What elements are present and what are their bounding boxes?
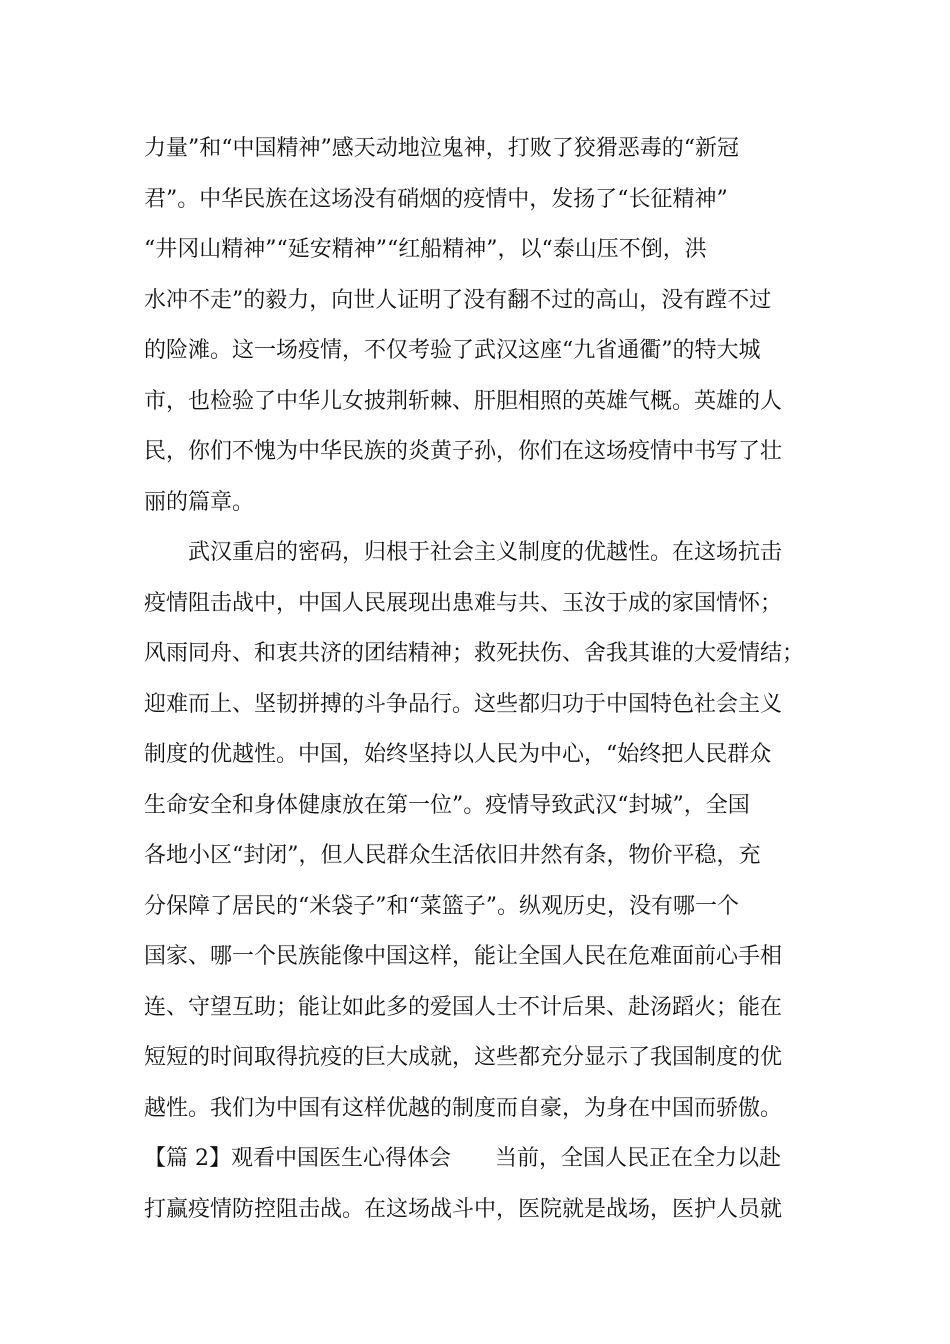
text-line: 水冲不走”的毅力，向世人证明了没有翻不过的高山，没有蹚不过 [144,287,772,313]
text-line: 制度的优越性。中国，始终坚持以人民为中心，“始终把人民群众 [144,742,772,767]
text-line: 市，也检验了中华儿女披荆斩棘、肝胆相照的英雄气概。英雄的人 [144,388,783,414]
text-line: 国家、哪一个民族能像中国这样，能让全国人民在危难面前心手相 [144,944,783,969]
text-line: 【篇 2】观看中国医生心得体会 当前，全国人民正在全力以赴 [144,1146,781,1171]
text-line: 力量”和“中国精神”感天动地泣鬼神，打败了狡猾恶毒的“新冠 [144,136,739,161]
text-line: 各地小区“封闭”，但人民群众生活依旧井然有条，物价平稳，充 [144,843,761,868]
text-line: “井冈山精神”“延安精神”“红船精神”，以“泰山压不倒，洪 [144,237,707,262]
text-line: 生命安全和身体健康放在第一位”。疫情导致武汉“封城”，全国 [144,792,750,818]
text-line: 君”。中华民族在这场没有硝烟的疫情中，发扬了“长征精神” [144,186,728,212]
text-line: 民，你们不愧为中华民族的炎黄子孙，你们在这场疫情中书写了壮 [144,439,783,464]
text-line: 分保障了居民的“米袋子”和“菜篮子”。纵观历史，没有哪一个 [144,893,739,919]
text-line: 短短的时间取得抗疫的巨大成就，这些都充分显示了我国制度的优 [144,1045,783,1070]
text-line: 越性。我们为中国有这样优越的制度而自豪，为身在中国而骄傲。 [144,1095,783,1121]
text-line: 疫情阻击战中，中国人民展现出患难与共、玉汝于成的家国情怀； [144,590,783,616]
text-line: 打赢疫情防控阻击战。在这场战斗中，医院就是战场，医护人员就 [144,1196,783,1222]
text-line: 风雨同舟、和衷共济的团结精神；救死扶伤、舍我其谁的大爱情结； [144,641,805,666]
text-line: 连、守望互助；能让如此多的爱国人士不计后果、赴汤蹈火；能在 [144,994,783,1020]
text-line: 武汉重启的密码，归根于社会主义制度的优越性。在这场抗击 [188,540,783,565]
text-line: 迎难而上、坚韧拼搏的斗争品行。这些都归功于中国特色社会主义 [144,691,783,717]
text-line: 丽的篇章。 [144,489,255,515]
body-text [144,124,824,1235]
text-line: 的险滩。这一场疫情，不仅考验了武汉这座“九省通衢”的特大城 [144,338,761,363]
